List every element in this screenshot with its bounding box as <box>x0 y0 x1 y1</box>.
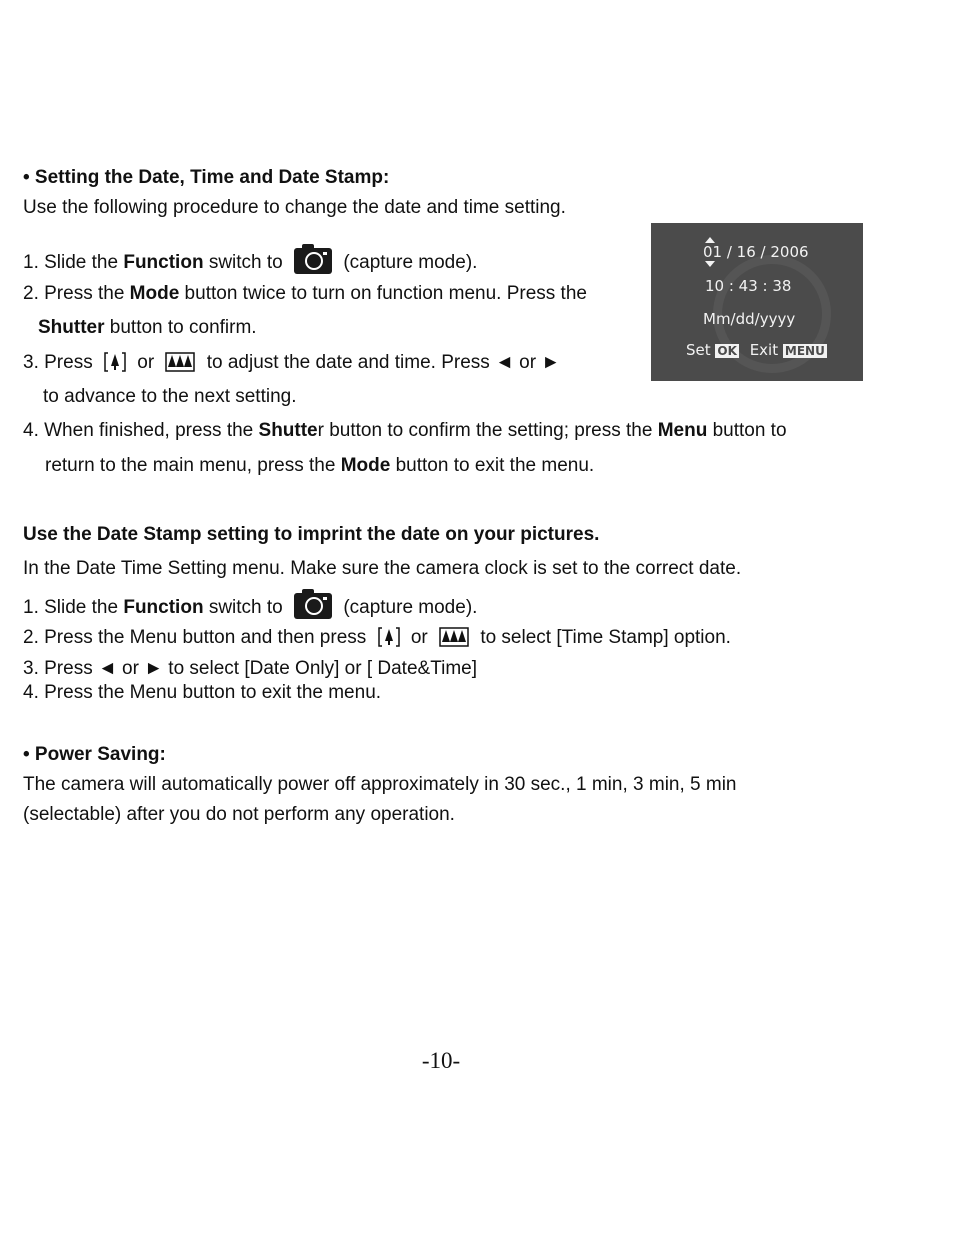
s1-step-1: 1. Slide the Function switch to (capture mode). <box>23 248 477 274</box>
camera-lcd-screen <box>651 223 863 381</box>
menu-key-badge: MENU <box>784 344 825 358</box>
single-tree-icon <box>104 352 126 372</box>
s1-step-3-cont: to advance to the next setting. <box>43 386 297 407</box>
lcd-softkeys <box>686 341 827 360</box>
power-saving-line-2: (selectable) after you do not perform any operation. <box>23 804 455 825</box>
s2-step-2: 2. Press the Menu button and then press or to select [Time Stamp] option. <box>23 627 731 648</box>
s2-step-3: 3. Press ◄ or ► to select [Date Only] or [ Date&Time] <box>23 658 477 679</box>
s1-step-3: 3. Press or to adjust the date and time. Press ◄ or ► <box>23 352 561 373</box>
s1-step-4-cont: return to the main menu, press the Mode button to exit the menu. <box>45 455 595 476</box>
multi-tree-icon <box>439 627 469 647</box>
s1-step-2: 2. Press the Mode button twice to turn on function menu. Press the <box>23 283 587 304</box>
camera-capture-icon <box>294 593 332 619</box>
camera-capture-icon <box>294 248 332 274</box>
s2-step-1: 1. Slide the Function switch to (capture mode). <box>23 593 477 619</box>
heading-power-saving: • Power Saving: <box>23 744 166 765</box>
lcd-exit-label: Exit <box>749 341 779 359</box>
ok-key-badge: OK <box>717 344 737 358</box>
power-saving-line-1: The camera will automatically power off approximately in 30 sec., 1 min, 3 min, 5 min <box>23 774 737 795</box>
lcd-date: 01 / 16 / 2006 <box>703 243 809 261</box>
s1-step-2-cont: Shutter button to confirm. <box>38 317 257 338</box>
single-tree-icon <box>378 627 400 647</box>
lcd-time: 10 : 43 : 38 <box>705 277 792 295</box>
s2-step-4: 4. Press the Menu button to exit the menu. <box>23 682 382 703</box>
lcd-date-format: Mm/dd/yyyy <box>703 310 796 328</box>
page-number: -10- <box>421 1048 461 1073</box>
multi-tree-icon <box>165 352 195 372</box>
heading-date-stamp: Use the Date Stamp setting to imprint the date on your pictures. <box>23 524 600 545</box>
intro-date-time: Use the following procedure to change the date and time setting. <box>23 197 566 218</box>
intro-date-stamp: In the Date Time Setting menu. Make sure the camera clock is set to the correct date. <box>23 558 742 579</box>
lcd-set-label: Set <box>686 341 711 359</box>
s1-step-4: 4. When finished, press the Shutter button to confirm the setting; press the Menu button to <box>23 420 787 441</box>
heading-date-time: • Setting the Date, Time and Date Stamp: <box>23 167 390 188</box>
